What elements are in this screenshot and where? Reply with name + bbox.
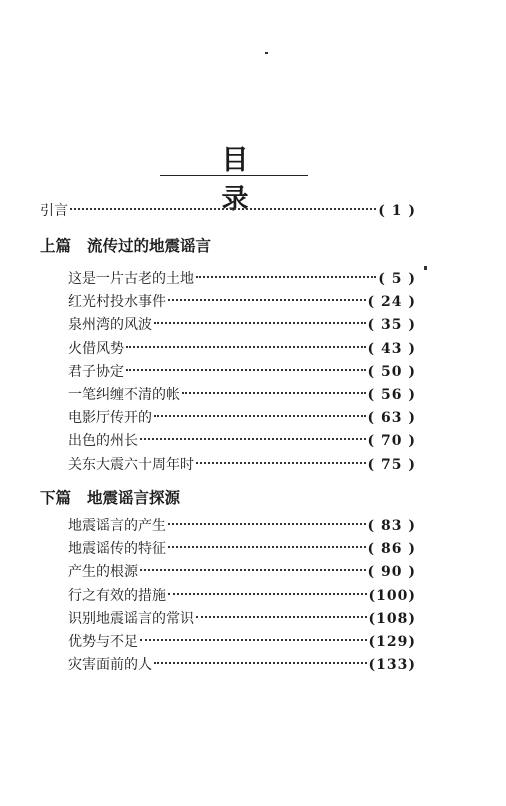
toc-page-number: (108) <box>368 610 416 627</box>
toc-page-number: ( 90 ) <box>367 564 416 581</box>
toc-page-number: ( 75 ) <box>367 456 416 473</box>
print-speck <box>265 52 268 54</box>
dot-leader <box>196 462 366 464</box>
toc-entry[interactable] <box>68 608 416 630</box>
toc-entry[interactable] <box>68 538 416 560</box>
toc-entry[interactable] <box>68 291 416 313</box>
toc-page-number: ( 1 ) <box>378 203 416 219</box>
toc-entry[interactable] <box>68 268 416 290</box>
toc-entry[interactable] <box>68 585 416 607</box>
toc-entry[interactable] <box>68 338 416 360</box>
toc-page-number: ( 24 ) <box>367 294 416 311</box>
toc-entry-label: 产生的根源 <box>68 564 138 581</box>
toc-page-number: (133) <box>368 657 416 674</box>
dot-leader <box>154 662 367 664</box>
toc-entry-label: 君子协定 <box>68 363 124 380</box>
toc-page-number: ( 63 ) <box>367 410 416 427</box>
part1-name: 流传过的地震谣言 <box>87 237 212 255</box>
toc-page-number: ( 5 ) <box>378 271 416 287</box>
toc-entry[interactable] <box>68 561 416 583</box>
part2-heading <box>40 486 180 508</box>
toc-entry[interactable] <box>68 515 416 537</box>
title-underline <box>160 175 308 176</box>
toc-page-number: ( 43 ) <box>367 340 416 357</box>
toc-page-number: ( 83 ) <box>367 518 416 534</box>
toc-page-number: (100) <box>368 587 416 604</box>
toc-entry-label: 行之有效的措施 <box>68 587 166 604</box>
toc-entry[interactable] <box>68 631 416 653</box>
dot-leader <box>140 639 367 641</box>
toc-page-number: ( 35 ) <box>367 317 416 334</box>
dot-leader <box>154 415 366 417</box>
toc-page-number: ( 70 ) <box>367 433 416 450</box>
toc-entry-label: 红光村投水事件 <box>68 294 166 311</box>
toc-entry[interactable] <box>68 654 416 676</box>
toc-entry-label: 关东大震六十周年时 <box>68 456 194 473</box>
dot-leader <box>168 593 367 595</box>
toc-entry-label: 这是一片古老的土地 <box>68 271 194 287</box>
toc-entry[interactable] <box>68 314 416 336</box>
dot-leader <box>140 569 366 571</box>
dot-leader <box>196 616 367 618</box>
print-speck <box>424 266 427 270</box>
toc-entry-label: 泉州湾的风波 <box>68 317 152 334</box>
part1-heading <box>40 234 211 256</box>
page-title: 目录 <box>221 145 291 215</box>
toc-entry[interactable] <box>68 430 416 452</box>
dot-leader <box>126 369 366 371</box>
toc-entry-label: 出色的州长 <box>68 433 138 450</box>
part2-prefix: 下篇 <box>40 489 72 507</box>
part1-prefix: 上篇 <box>40 237 72 255</box>
toc-entry-label: 识别地震谣言的常识 <box>68 610 194 627</box>
toc-entry[interactable] <box>68 454 416 476</box>
toc-entry[interactable] <box>68 361 416 383</box>
dot-leader <box>154 322 366 324</box>
toc-entry-label: 优势与不足 <box>68 634 138 650</box>
toc-entry-label: 火借风势 <box>68 340 124 357</box>
toc-page-number: (129) <box>368 634 416 650</box>
toc-entry-label: 引言 <box>40 203 68 219</box>
toc-page-number: ( 50 ) <box>367 363 416 380</box>
toc-entry[interactable] <box>68 384 416 406</box>
dot-leader <box>168 299 366 301</box>
toc-entry-label: 灾害面前的人 <box>68 657 152 674</box>
toc-page-number: ( 56 ) <box>367 387 416 403</box>
toc-entry[interactable] <box>68 407 416 429</box>
toc-entry-label: 电影厅传开的 <box>68 410 152 427</box>
dot-leader <box>126 346 366 348</box>
dot-leader <box>70 208 376 210</box>
part2-name: 地震谣言探源 <box>87 489 181 507</box>
toc-entry-label: 一笔纠缠不清的帐 <box>68 387 180 403</box>
toc-page-number: ( 86 ) <box>367 541 416 558</box>
dot-leader <box>182 392 366 394</box>
dot-leader <box>168 523 366 525</box>
dot-leader <box>196 276 376 278</box>
dot-leader <box>168 546 366 548</box>
toc-entry-label: 地震谣言的产生 <box>68 518 166 534</box>
toc-entry-intro[interactable] <box>40 200 416 222</box>
toc-entry-label: 地震谣传的特征 <box>68 541 166 558</box>
dot-leader <box>140 438 366 440</box>
